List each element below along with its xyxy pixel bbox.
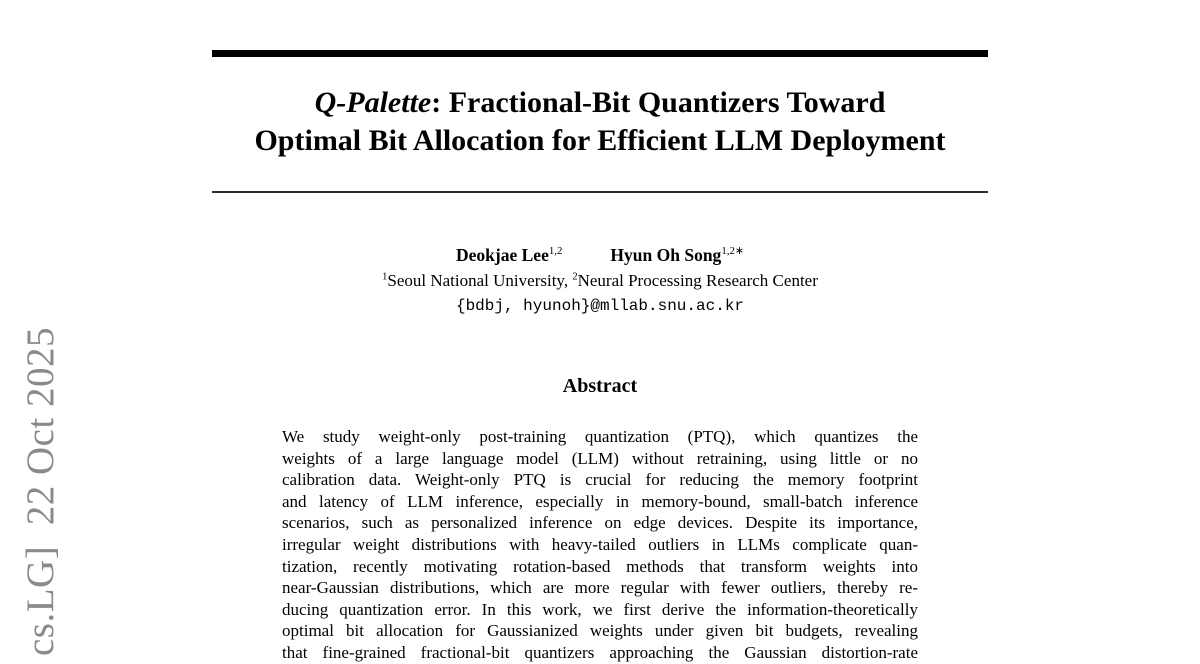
paper-title [212,84,988,160]
title-line1-rest: : Fractional-Bit Quantizers Toward [431,86,886,119]
author-2-name: Hyun Oh Song [610,245,722,265]
top-rule [212,50,988,57]
abstract-line: weights of a large language model (LLM) without retraining, using little or no [282,448,918,468]
affiliation-text-1: Seoul National University, [387,271,573,290]
abstract-line: and latency of LLM inference, especially in memory-bound, small-batch inference [282,491,918,511]
author-1-superscript: 1,2 [548,245,563,258]
author-line [212,245,988,265]
paper-page [212,0,988,664]
abstract-heading: Abstract [562,375,638,397]
abstract-line: ducing quantization error. In this work, we first derive the information-theoretically [282,599,918,619]
abstract-line: We study weight-only post-training quantization (PTQ), which quantizes the [282,427,918,446]
email-line: {bdbj, hyunoh}@mllab.snu.ac.kr [455,297,745,315]
title-rule [212,191,988,193]
affiliation-text-2: Neural Processing Research Center [577,271,818,290]
arxiv-watermark: cs.LG] 22 Oct 2025 [19,326,62,656]
title-line1 [315,86,886,119]
author-1-name: Deokjae Lee [456,245,549,265]
abstract-line: that fine-grained fractional-bit quantizers approaching the Gaussian distortion-rate [282,642,918,662]
author-1 [456,245,562,265]
author-2-superscript: 1,2∗ [721,245,744,258]
title-italic-part: Q-Palette [314,86,432,119]
affiliation-line [212,271,988,291]
abstract-line: optimal bit allocation for Gaussianized weights under given bit budgets, revealing [282,621,918,641]
affiliation-superscript-2: 2 [572,271,578,283]
author-2 [610,245,744,265]
abstract-line: tization, recently motivating rotation-based methods that transform weights into [282,556,918,576]
abstract-line: scenarios, such as personalized inference on edge devices. Despite its importance, [282,513,918,533]
abstract-line: near-Gaussian distributions, which are more regular with fewer outliers, thereby re- [282,578,918,598]
title-line2: Optimal Bit Allocation for Efficient LLM Deployment [254,124,946,157]
abstract-line: calibration data. Weight-only PTQ is crucial for reducing the memory footprint [282,470,918,490]
affiliation-superscript-1: 1 [382,271,388,283]
abstract-line: irregular weight distributions with heavy-tailed outliers in LLMs complicate quan- [282,534,918,554]
abstract-body [282,426,918,664]
